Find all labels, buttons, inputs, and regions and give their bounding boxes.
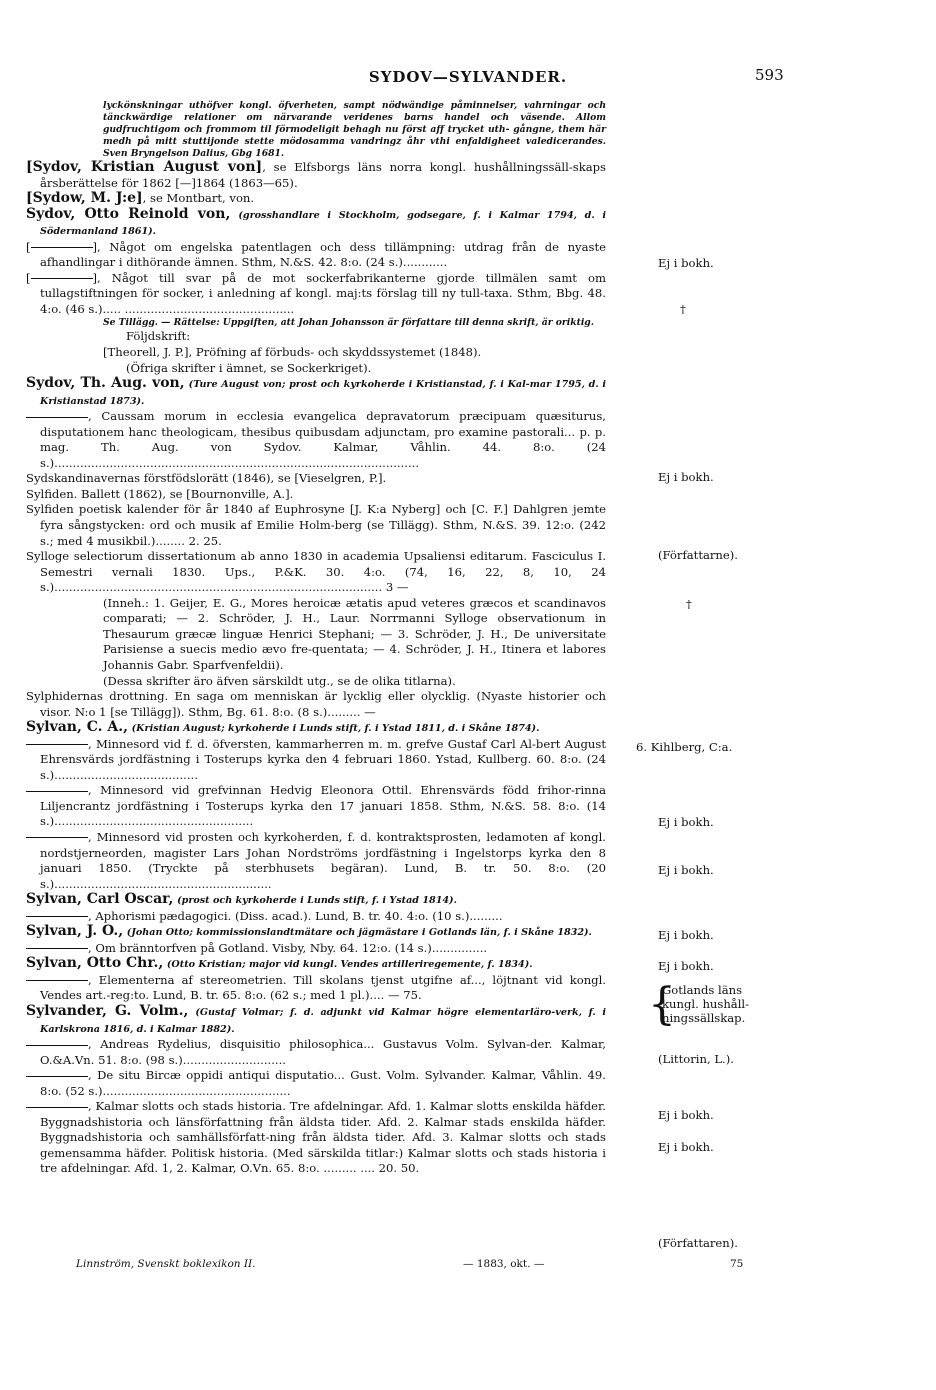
follow-label: Följdskrift:: [126, 329, 191, 344]
brace-glyph: {: [648, 979, 676, 1030]
page-number: 593: [755, 66, 784, 84]
entry: Sylphidernas drottning. En saga om menniskan är lycklig eller olycklig. (Nyaste historier och visor. N:o 1 [se Tillägg]). Sthm, Bg. 61. 8:o. (8 s.)......... —: [26, 689, 606, 719]
entry: [Sydov, Kristian August von], se Elfsborgs läns norra kongl. hushållningssäll-skaps årsberättelse för 1862 [—]1864 (1863—65).: [26, 159, 606, 190]
author-note: (Författaren).: [658, 1236, 738, 1250]
footer-date: — 1883, okt. —: [463, 1258, 545, 1270]
availability-note: Ej i bokh.: [658, 1140, 714, 1154]
contents-note: (Inneh.: 1. Geijer, E. G., Mores heroicæ ætatis apud veteres græcos et scandinavos comparati; — 2. Schröder, J. H., Laur. Norrmanni Sylloge observationum in Thesaurum græcæ linguæ Henrici Stephani; — 3. Schröder, J. H., De universitate Parisiense a suecis medio ævo fre-quentata; — 4. Schröder, J. H., Itinera et labores Johannis Gabr. Sparfvenfeldii).: [103, 595, 606, 672]
cross-mark: †: [686, 597, 692, 611]
work: , De situ Bircæ oppidi antiqui disputatio... Gust. Volm. Sylvander. Kalmar, Våhlin. 49. 8:o. (52 s.)...................................................: [26, 1068, 606, 1099]
availability-note: Ej i bokh.: [658, 928, 714, 942]
cross-mark: †: [680, 302, 686, 316]
work-note: Se Tillägg. — Rättelse: Uppgiften, att Johan Johansson är författare till denna skrift, är oriktig.: [103, 317, 594, 329]
entry: Sylfiden. Ballett (1862), se [Bournonville, A.].: [26, 486, 294, 501]
availability-note: Ej i bokh.: [658, 470, 714, 484]
note-line: kungl. hushåll-: [662, 997, 750, 1011]
note-line: ningssällskap.: [662, 1011, 746, 1025]
footer-signature: 75: [730, 1258, 744, 1270]
work: , Aphorismi pædagogici. (Diss. acad.). Lund, B. tr. 40. 4:o. (10 s.).........: [26, 909, 606, 925]
entry-column: [26, 100, 606, 1177]
author-note: (Författarne).: [658, 548, 738, 562]
availability-note: Ej i bokh.: [658, 959, 714, 973]
text-line: och tänckwärdige relationer om närvarande veridenes barns handel och väsende.: [103, 100, 606, 123]
publisher-note: [648, 979, 750, 1030]
continued-title: [26, 100, 606, 160]
entry: Sydov, Th. Aug. von, (Ture August von; prost och kyrkoherde i Kristianstad, f. i Kal-mar 1795, d. i Kristianstad 1873).: [26, 375, 607, 407]
entry: [Sydow, M. J:e], se Montbart, von.: [26, 190, 255, 207]
text-line: lyckönskningar uthöfver kongl. öfverheten, sampt nödwändige påminnelser, vahrningar: [103, 100, 581, 111]
availability-note: Ej i bokh.: [658, 1108, 714, 1122]
entry: Sylloge selectiorum dissertationum ab anno 1830 in academia Upsaliensi editarum. Fasciculus I. Semestri vernali 1830. Ups., P.&K. 30. 4:o. (74, 16, 22, 8, 10, 24 s.)......................................................................................... 3 —: [26, 549, 606, 595]
running-head: SYDOV—SYLVANDER.: [368, 68, 568, 86]
work: , Elementerna af stereometrien. Till skolans tjenst utgifne af..., löjtnant vid kongl. Vendes art.-reg:to. Lund, B. tr. 65. 8:o. (62 s.; med 1 pl.).... — 75.: [26, 973, 606, 1004]
author-note: (Littorin, L.).: [658, 1052, 734, 1066]
entry: Sydov, Otto Reinold von, (grosshandlare i Stockholm, godsegare, f. i Kalmar 1794, d. i Södermanland 1861).: [26, 205, 607, 238]
entry: Sylvan, Carl Oscar, (prost och kyrkoherde i Lunds stift, f. i Ystad 1814).: [26, 891, 457, 908]
entry: Sylfiden poetisk kalender för år 1840 af Euphrosyne [J. K:a Nyberg] och [C. F.] Dahlgren jemte fyra sångstycken: ord och musik af Emilie Holm-berg (se Tillägg). Sthm, N.&S. 39. 12:o. (242 s.; med 4 musikbil.)........ 2. 25.: [26, 502, 606, 548]
footer-source: Linnström, Svenskt boklexikon II.: [76, 1258, 256, 1270]
entry: Sylvan, C. A., (Kristian August; kyrkoherde i Lunds stift, f. i Ystad 1811, d. i Skåne 1874).: [26, 719, 540, 736]
follow-text: [Theorell, J. P.], Pröfning af förbuds- och skyddssystemet (1848).: [103, 345, 482, 360]
work: , Minnesord vid prosten och kyrkoherden, f. d. kontraktsprosten, ledamoten af kongl. nordstjerneorden, magister Lars Johan Nordströms jordfästning i Ingelstorps kyrka den 8 januari 1850. (Tryckte på sterbhusets begäran). Lund, B. tr. 50. 8:o. (20 s.)...........................................................: [26, 830, 606, 892]
entry: Sylvander, G. Volm., (Gustaf Volmar; f. d. adjunkt vid Kalmar högre elementarläro-verk, f. i Karlskrona 1816, d. i Kalmar 1882).: [26, 1002, 607, 1035]
availability-note: Ej i bokh.: [658, 815, 714, 829]
work: [ ], Något om engelska patentlagen och dess tillämpning: utdrag från de nyaste afhandlingar i dithörande ämnen. Sthm, N.&S. 42. 8:o. (24 s.)............: [26, 239, 606, 270]
contents-note: (Dessa skrifter äro äfven särskildt utg., se de olika titlarna).: [103, 673, 456, 688]
note-line: Gotlands läns: [662, 983, 743, 997]
work: , Minnesord vid grefvinnan Hedvig Eleonora Ottil. Ehrensvärds född frihor-rinna Liljencrantz jordfästning i Tosterups kyrka den 17 januari 1858. Sthm, N.&S. 58. 8:o. (14 s.)......................................................: [26, 783, 606, 830]
entry: Sylvan, Otto Chr., (Otto Kristian; major vid kungl. Vendes artilleriregemente, f. 1834).: [26, 955, 533, 972]
text-line: gångne, them här medh på mitt stuttijonde stette mödosamma vandringz åhr vthi: [103, 124, 606, 147]
entry: Sylvan, J. O., (Johan Otto; kommissionslandtmätare och jägmästare i Gotlands län, f. i Skåne 1832).: [26, 923, 592, 940]
work: , Caussam morum in ecclesia evangelica depravatorum præcipuam quæsiturus, disputationem hanc theologicam, thesibus quibusdam adjunctam, pro examine pastorali... p. p. mag. Th. Aug. von Sydov. Kalmar, Våhlin. 44. 8:o. (24 s.)...................................................................................................: [26, 409, 606, 471]
follow-more: (Öfriga skrifter i ämnet, se Sockerkriget).: [126, 360, 372, 375]
text-line: Allom gudfruchtigom och frommom til förmodeligit behagh nu först aff trycket uth-: [103, 112, 606, 135]
availability-note: Ej i bokh.: [658, 863, 714, 877]
work: , Minnesord vid f. d. öfversten, kammarherren m. m. grefve Gustaf Carl Al-bert August Ehrensvärds jordfästning i Tosterups kyrka den 4 februari 1860. Ystad, Kullberg. 60. 8:o. (24 s.).......................................: [26, 737, 606, 784]
work: , Om bränntorfven på Gotland. Visby, Nby. 64. 12:o. (14 s.)...............: [26, 941, 606, 957]
text-line: enfaldigheet valedicerandes. Sven Bryngelson Dalius, Gbg 1681.: [103, 136, 607, 159]
author-note: 6. Kihlberg, C:a.: [636, 740, 733, 754]
entry: Sydskandinavernas förstfödslorätt (1846), se [Vieselgren, P.].: [26, 471, 387, 486]
work: , Kalmar slotts och stads historia. Tre afdelningar. Afd. 1. Kalmar slotts enskilda häfder. Byggnadshistoria och länsförfattning från äldsta tider. Afd. 2. Kalmar stads enskilda häfder. Byggnadshistoria och samhällsförfatt-ning från äldsta tider. Afd. 3. Kalmar slotts och stads gemensamma häfder. Politisk historia. (Med särskilda titlar:) Kalmar slotts och stads historia i tre afdelningar. Afd. 1, 2. Kalmar, O.Vn. 65. 8:o. ......... .... 20. 50.: [26, 1099, 606, 1177]
work: [ ], Något till svar på de mot sockerfabrikanterne gjorde tillmälen samt om tullagstiftningen för socker, i anledning af kongl. maj:ts förslag till ny tull-taxa. Sthm, Bbg. 48. 4:o. (46 s.)..... ..............................................: [26, 270, 606, 316]
work: , Andreas Rydelius, disquisitio philosophica... Gustavus Volm. Sylvan-der. Kalmar, O.&A.Vn. 51. 8:o. (98 s.)............................: [26, 1037, 606, 1068]
availability-note: Ej i bokh.: [658, 256, 714, 270]
